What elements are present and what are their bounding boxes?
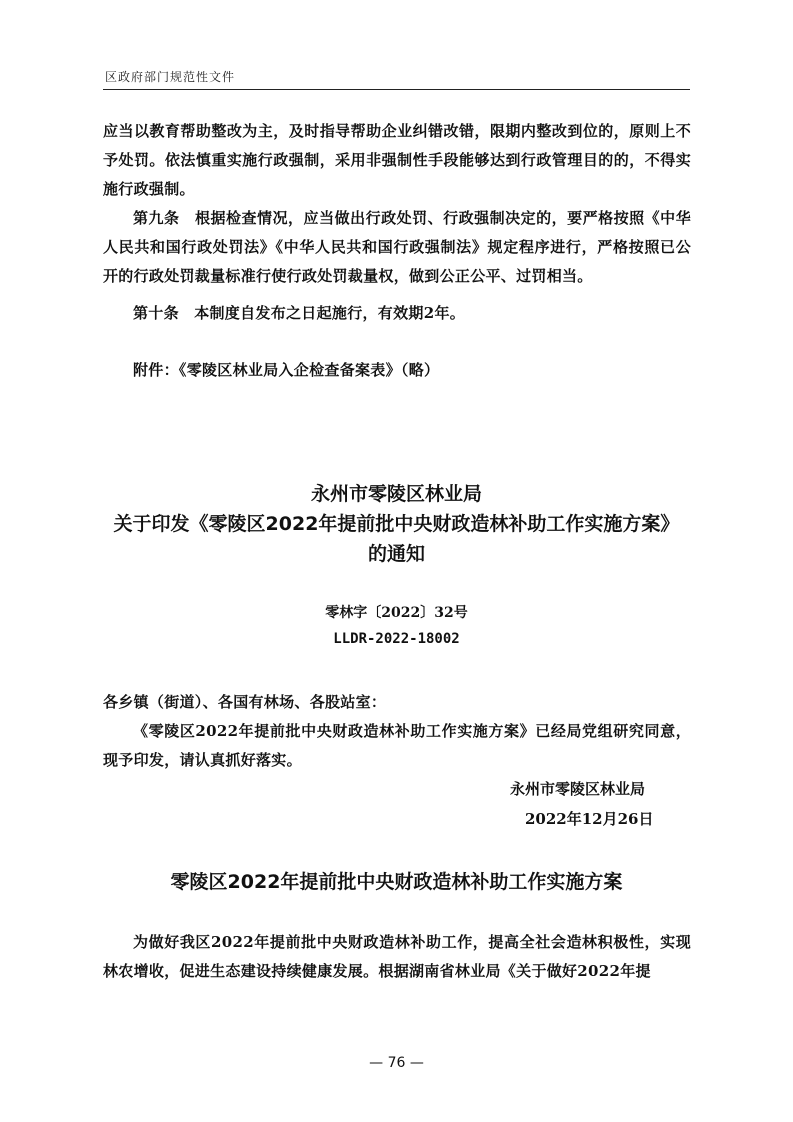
running-header: 区政府部门规范性文件: [105, 70, 236, 84]
notice-body: 《零陵区2022年提前批中央财政造林补助工作实施方案》已经局党组研究同意，现予印发，请认真抓好落实。: [103, 722, 691, 769]
notice-title-line-1: 永州市零陵区林业局: [310, 483, 482, 505]
attachment-note: 附件：《零陵区林业局入企检查备案表》（略）: [133, 361, 440, 379]
issuer-signature: 永州市零陵区林业局: [510, 780, 646, 798]
document-number: 零林字〔2022〕32号: [325, 605, 468, 621]
page-number: — 76 —: [369, 1055, 424, 1071]
article-9: 第九条 根据检查情况，应当做出行政处罚、行政强制决定的，要严格按照《中华人民共和国行政处罚法》《中华人民共和国行政强制法》规定程序进行，严格按照已公开的行政处罚裁量标准行使行政处罚裁量权，做到公正公平、过罚相当。: [103, 209, 691, 285]
article-10: 第十条 本制度自发布之日起施行，有效期2年。: [133, 304, 466, 322]
plan-title: 零陵区2022年提前批中央财政造林补助工作实施方案: [170, 871, 623, 893]
notice-title-line-2: 关于印发《零陵区2022年提前批中央财政造林补助工作实施方案》: [113, 513, 680, 535]
recipients: 各乡镇（街道）、各国有林场、各股站室：: [103, 693, 387, 711]
registration-code: LLDR-2022-18002: [333, 631, 460, 647]
issue-date: 2022年12月26日: [525, 810, 654, 828]
paragraph-continuation: 应当以教育帮助整改为主，及时指导帮助企业纠错改错，限期内整改到位的，原则上不予处罚。依法慎重实施行政强制，采用非强制性手段能够达到行政管理目的的，不得实施行政强制。: [103, 122, 691, 198]
header-divider: [103, 89, 690, 90]
notice-title-line-3: 的通知: [367, 543, 425, 565]
plan-intro: 为做好我区2022年提前批中央财政造林补助工作，提高全社会造林积极性，实现林农增收，促进生态建设持续健康发展。根据湖南省林业局《关于做好2022年提: [103, 933, 691, 980]
